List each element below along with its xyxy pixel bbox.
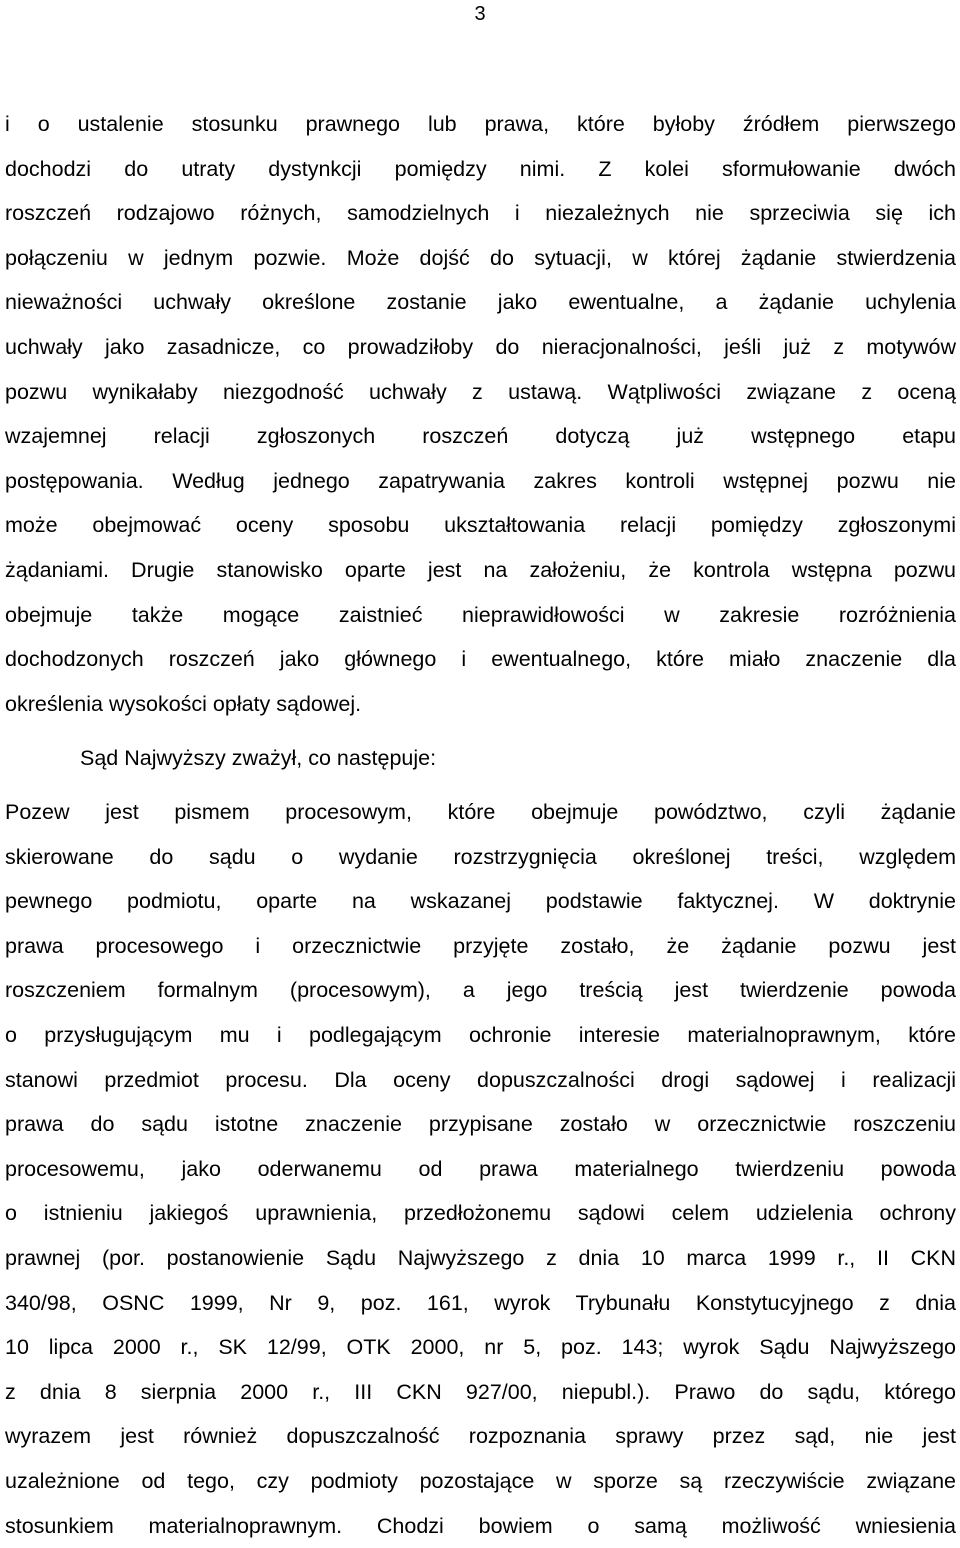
text-line: żądaniami. Drugie stanowisko oparte jest na założeniu, że kontrola wstępna pozwu [5, 548, 956, 593]
section-heading: Sąd Najwyższy zważył, co następuje: [80, 736, 436, 780]
text-line: z dnia 8 sierpnia 2000 r., III CKN 927/00, niepubl.). Prawo do sądu, którego [5, 1370, 956, 1415]
text-line: o przysługującym mu i podlegającym ochronie interesie materialnoprawnym, które [5, 1013, 956, 1058]
text-line: stosunkiem materialnoprawnym. Chodzi bowiem o samą możliwość wniesienia [5, 1504, 956, 1548]
text-line: roszczeniem formalnym (procesowym), a jego treścią jest twierdzenie powoda [5, 968, 956, 1013]
text-line: może obejmować oceny sposobu ukształtowania relacji pomiędzy zgłoszonymi [5, 503, 956, 548]
text-line: wzajemnej relacji zgłoszonych roszczeń dotyczą już wstępnego etapu [5, 414, 956, 459]
text-line: określenia wysokości opłaty sądowej. [5, 682, 956, 727]
text-line: obejmuje także mogące zaistnieć nieprawidłowości w zakresie rozróżnienia [5, 593, 956, 638]
text-line: pozwu wynikałaby niezgodność uchwały z ustawą. Wątpliwości związane z oceną [5, 370, 956, 415]
text-line: i o ustalenie stosunku prawnego lub prawa, które byłoby źródłem pierwszego [5, 102, 956, 147]
text-line: uchwały jako zasadnicze, co prowadziłoby do nieracjonalności, jeśli już z motywów [5, 325, 956, 370]
text-line: Pozew jest pismem procesowym, które obejmuje powództwo, czyli żądanie [5, 790, 956, 835]
page-number: 3 [0, 2, 960, 26]
text-line: 340/98, OSNC 1999, Nr 9, poz. 161, wyrok Trybunału Konstytucyjnego z dnia [5, 1281, 956, 1326]
paragraph-2 [5, 790, 956, 1548]
text-line: skierowane do sądu o wydanie rozstrzygnięcia określonej treści, względem [5, 835, 956, 880]
text-line: połączeniu w jednym pozwie. Może dojść do sytuacji, w której żądanie stwierdzenia [5, 236, 956, 281]
text-line: stanowi przedmiot procesu. Dla oceny dopuszczalności drogi sądowej i realizacji [5, 1058, 956, 1103]
text-line: o istnieniu jakiegoś uprawnienia, przedłożonemu sądowi celem udzielenia ochrony [5, 1191, 956, 1236]
paragraph-1 [5, 102, 956, 726]
text-line: wyrazem jest również dopuszczalność rozpoznania sprawy przez sąd, nie jest [5, 1414, 956, 1459]
text-line: prawa do sądu istotne znaczenie przypisane zostało w orzecznictwie roszczeniu [5, 1102, 956, 1147]
text-line: nieważności uchwały określone zostanie jako ewentualne, a żądanie uchylenia [5, 280, 956, 325]
text-line: uzależnione od tego, czy podmioty pozostające w sporze są rzeczywiście związane [5, 1459, 956, 1504]
text-line: dochodzi do utraty dystynkcji pomiędzy nimi. Z kolei sformułowanie dwóch [5, 147, 956, 192]
text-line: postępowania. Według jednego zapatrywania zakres kontroli wstępnej pozwu nie [5, 459, 956, 504]
text-line: dochodzonych roszczeń jako głównego i ewentualnego, które miało znaczenie dla [5, 637, 956, 682]
text-line: 10 lipca 2000 r., SK 12/99, OTK 2000, nr 5, poz. 143; wyrok Sądu Najwyższego [5, 1325, 956, 1370]
text-line: roszczeń rodzajowo różnych, samodzielnych i niezależnych nie sprzeciwia się ich [5, 191, 956, 236]
text-line: prawa procesowego i orzecznictwie przyjęte zostało, że żądanie pozwu jest [5, 924, 956, 969]
text-line: procesowemu, jako oderwanemu od prawa materialnego twierdzeniu powoda [5, 1147, 956, 1192]
text-line: prawnej (por. postanowienie Sądu Najwyższego z dnia 10 marca 1999 r., II CKN [5, 1236, 956, 1281]
text-line: pewnego podmiotu, oparte na wskazanej podstawie faktycznej. W doktrynie [5, 879, 956, 924]
